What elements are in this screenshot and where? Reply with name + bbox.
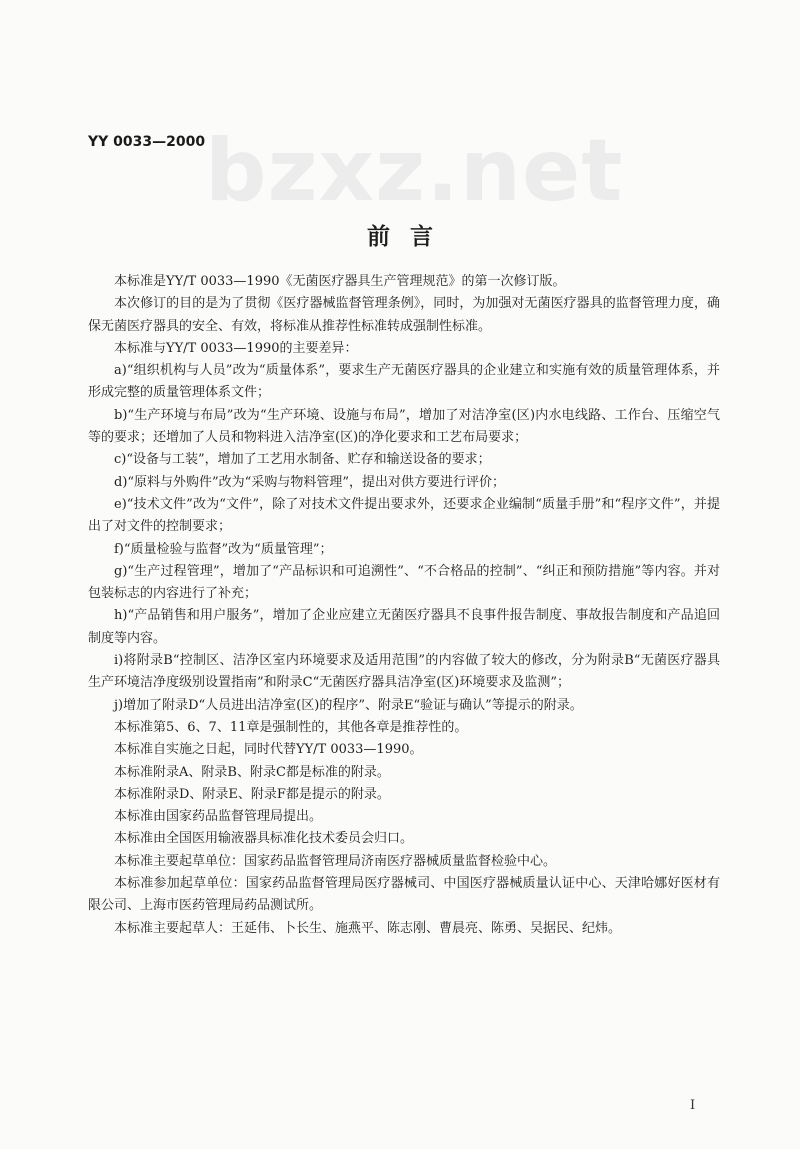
paragraph-participating-units: 本标准参加起草单位：国家药品监督管理局医疗器械司、中国医疗器械质量认证中心、天津哈娜好医材有限公司、上海市医药管理局药品测试所。 <box>88 876 720 914</box>
paragraph-intro: 本标准是YY/T 0033—1990《无菌医疗器具生产管理规范》的第一次修订版。 <box>114 274 566 289</box>
list-item-d: d)“原料与外购件”改为“采购与物料管理”，提出对供方要进行评价； <box>114 474 505 490</box>
list-item-a: a)“组织机构与人员”改为“质量体系”，要求生产无菌医疗器具的企业建立和实施有效的质量管理体系，并形成完整的质量管理体系文件； <box>88 363 720 401</box>
page-title: 前言 <box>367 224 453 250</box>
paragraph-proposed-by: 本标准由国家药品监督管理局提出。 <box>114 809 323 825</box>
standard-number: YY 0033—2000 <box>88 134 206 150</box>
list-item-c: c)“设备与工装”，增加了工艺用水制备、贮存和输送设备的要求； <box>114 452 491 468</box>
paragraph-informative-annexes: 本标准附录D、附录E、附录F都是提示的附录。 <box>114 786 390 802</box>
list-item-i: i)将附录B“控制区、洁净区室内环境要求及适用范围”的内容做了较大的修改，分为附录B“无菌医疗器具生产环境洁净度级别设置指南”和附录C“无菌医疗器具洁净室(区)环境要求及监测”； <box>88 653 720 691</box>
list-item-j: j)增加了附录D“人员进出洁净室(区)的程序”、附录E“验证与确认”等提示的附录。 <box>114 697 583 713</box>
document-body <box>88 271 720 940</box>
paragraph-normative-annexes: 本标准附录A、附录B、附录C都是标准的附录。 <box>114 764 390 780</box>
list-item-g: g)“生产过程管理”，增加了“产品标识和可追溯性”、“不合格品的控制”、“纠正和预防措施”等内容。并对包装标志的内容进行了补充； <box>88 563 720 602</box>
watermark: bzxz.net <box>205 121 624 221</box>
paragraph-mandatory-chapters: 本标准第5、6、7、11章是强制性的，其他各章是推荐性的。 <box>114 719 468 735</box>
list-item-f: f)“质量检验与监督”改为“质量管理”； <box>114 541 333 557</box>
list-item-e: e)“技术文件”改为“文件”，除了对技术文件提出要求外，还要求企业编制“质量手册”和“程序文件”，并提出了对文件的控制要求； <box>88 496 720 535</box>
paragraph-differences-heading: 本标准与YY/T 0033—1990的主要差异： <box>114 340 358 356</box>
paragraph-replaces: 本标准自实施之日起，同时代替YY/T 0033—1990。 <box>114 742 423 758</box>
list-item-h: h)“产品销售和用户服务”，增加了企业应建立无菌医疗器具不良事件报告制度、事故报告制度和产品追回制度等内容。 <box>88 608 720 646</box>
paragraph-main-drafting-unit: 本标准主要起草单位：国家药品监督管理局济南医疗器械质量监督检验中心。 <box>114 853 557 869</box>
paragraph-drafters: 本标准主要起草人：王延伟、卜长生、施燕平、陈志刚、曹晨亮、陈勇、吴据民、纪炜。 <box>114 920 622 936</box>
paragraph-purpose: 本次修订的目的是为了贯彻《医疗器械监督管理条例》，同时，为加强对无菌医疗器具的监督管理力度，确保无菌医疗器具的安全、有效，将标准从推荐性标准转成强制性标准。 <box>88 296 720 334</box>
paragraph-technical-committee: 本标准由全国医用输液器具标准化技术委员会归口。 <box>114 831 414 847</box>
page-number: I <box>690 1098 696 1113</box>
list-item-b: b)“生产环境与布局”改为“生产环境、设施与布局”，增加了对洁净室(区)内水电线路、工作台、压缩空气等的要求；还增加了人员和物料进入洁净室(区)的净化要求和工艺布局要求； <box>88 407 720 446</box>
